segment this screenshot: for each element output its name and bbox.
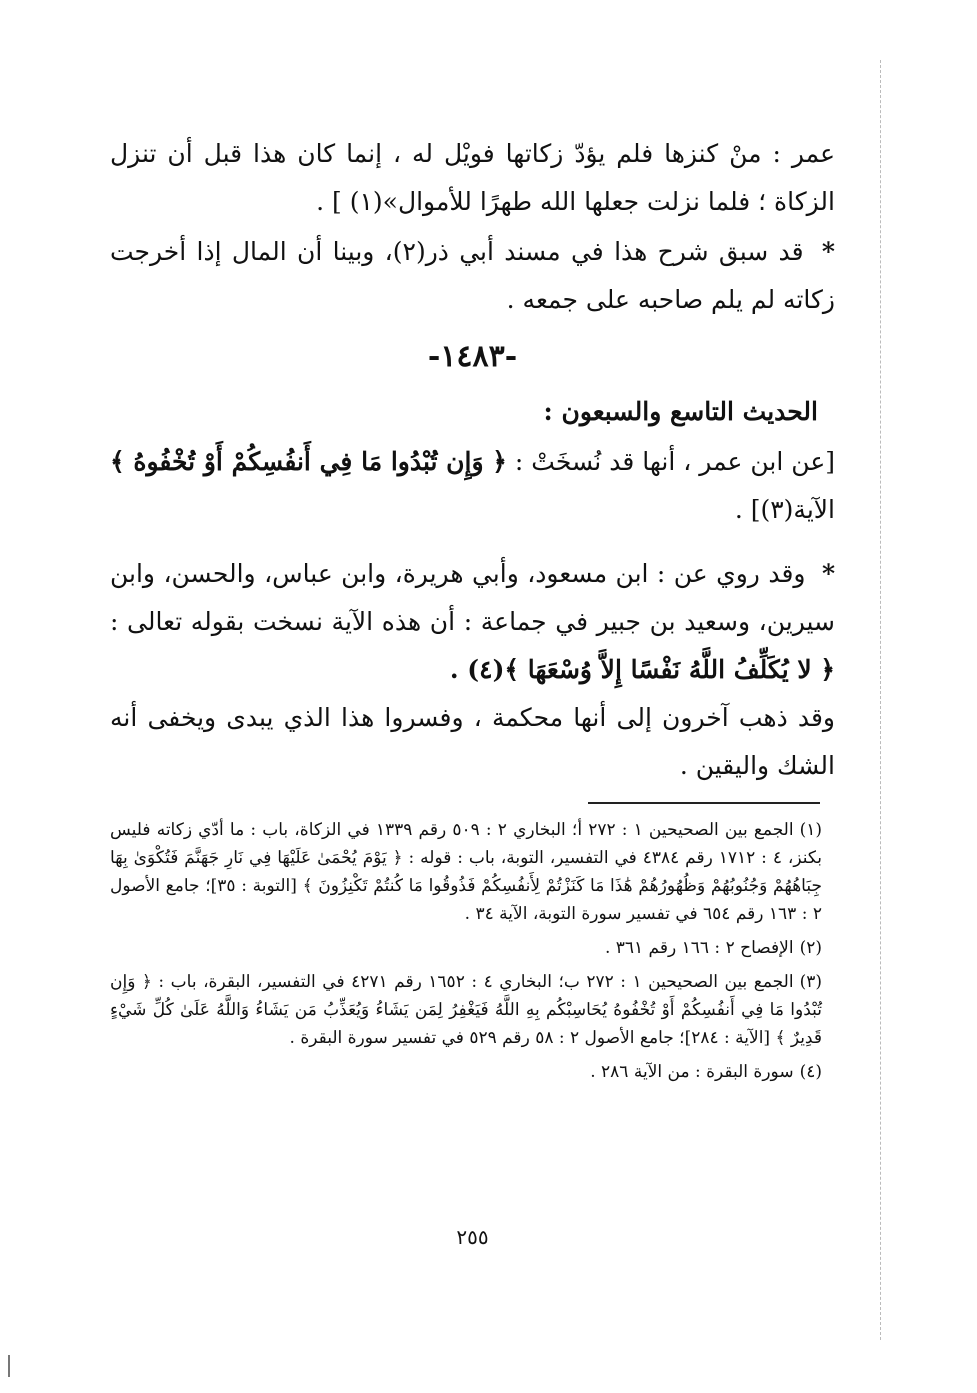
footnote-4 bbox=[110, 1058, 822, 1086]
footnote-number: (٢) bbox=[799, 938, 822, 958]
footnotes bbox=[110, 816, 822, 1092]
footnote-3 bbox=[110, 968, 822, 1052]
footnote-number: (٣) bbox=[799, 972, 822, 992]
commentary-text: وقد روي عن : ابن مسعود، وأبي هريرة، وابن عباس، والحسن، وابن سيرين، وسعيد بن جبير في جماعة : أن هذه الآية نسخت بقوله تعالى : bbox=[110, 559, 835, 636]
quran-verse: ﴿ وَإِن تُبْدُوا مَا فِي أَنفُسِكُمْ أَوْ تُخْفُوهُ ﴾ bbox=[110, 447, 507, 476]
commentary-paragraph-3: وقد ذهب آخرون إلى أنها محكمة ، وفسروا هذا الذي يبدى ويخفى أنه الشك واليقين . bbox=[110, 703, 835, 780]
footnote-number: (٤) bbox=[799, 1062, 822, 1082]
footnote-1 bbox=[110, 816, 822, 928]
commentary-paragraph bbox=[110, 228, 835, 324]
commentary-text: قد سبق شرح هذا في مسند أبي ذر(٢)، وبينا أن المال إذا أخرجت زكاته لم يلم صاحبه على جمعه . bbox=[110, 237, 835, 314]
footnote-number: (١) bbox=[799, 820, 822, 840]
hadith-text bbox=[110, 438, 835, 534]
commentary-paragraph-2 bbox=[110, 550, 835, 694]
footnote-text: سورة البقرة : من الآية ٢٨٦ . bbox=[590, 1062, 794, 1082]
quran-verse: ﴿ لا يُكَلِّفُ اللَّهُ نَفْسًا إِلاَّ وُسْعَهَا ﴾(٤) . bbox=[449, 655, 835, 684]
footnote-text: الجمع بين الصحيحين ١ : ٢٧٢ ب؛ البخاري ٤ : ١٦٥٢ رقم ٤٢٧١ في التفسير، البقرة، باب : ﴿ وَإِن تُبْدُوا مَا فِي أَنفُسِكُمْ أَوْ تُخْفُوهُ يُحَاسِبْكُم بِهِ اللَّهُ فَيَغْفِرُ لِمَن يَشَاءُ وَيُعَذِّبُ مَن يَشَاءُ وَاللَّهُ عَلَىٰ كُلِّ شَيْءٍ قَدِيرٌ ﴾ [الآية : ٢٨٤]؛ جامع الأصول ٢ : ٥٨ رقم ٥٢٩ في تفسير سورة البقرة . bbox=[110, 972, 822, 1048]
section-heading: الحديث التاسع والسبعون : bbox=[543, 397, 818, 426]
hadith-intro: [عن ابن عمر ، أنها قد نُسخَتْ : bbox=[514, 447, 835, 476]
footnote-text: الإفصاح ٢ : ١٦٦ رقم ٣٦١ . bbox=[604, 938, 794, 958]
scan-mark bbox=[8, 1355, 10, 1377]
footnote-text: الجمع بين الصحيحين ١ : ٢٧٢ أ؛ البخاري ٢ : ٥٠٩ رقم ١٣٣٩ في الزكاة، باب : ما أدّي زكاته فليس بكنز، ٤ : ١٧١٢ رقم ٤٣٨٤ في التفسير، التوبة، باب : قوله : ﴿ يَوْمَ يُحْمَىٰ عَلَيْهَا فِي نَارِ جَهَنَّمَ فَتُكْوَىٰ بِهَا جِبَاهُهُمْ وَجُنُوبُهُمْ وَظُهُورُهُمْ هَٰذَا مَا كَنَزْتُمْ لِأَنفُسِكُمْ فَذُوقُوا مَا كُنتُمْ تَكْنِزُونَ ﴾ [التوبة : ٣٥]؛ جامع الأصول ٢ : ١٦٣ رقم ٦٥٤ في تفسير سورة التوبة، الآية ٣٤ . bbox=[110, 820, 822, 924]
page-number: ٢٥٥ bbox=[456, 1225, 489, 1249]
footnote-separator bbox=[588, 802, 820, 804]
footnote-2 bbox=[110, 934, 822, 962]
star-marker: * bbox=[821, 559, 836, 588]
hadith-number: -١٤٨٣- bbox=[427, 339, 518, 374]
hadith-ending: الآية(٣)] . bbox=[734, 495, 835, 524]
star-marker: * bbox=[821, 237, 835, 266]
scan-edge-line bbox=[880, 60, 881, 1340]
paragraph-continued: عمر : منْ كنزها فلم يؤدّ زكاتها فويْل له ، إنما كان هذا قبل أن تنزل الزكاة ؛ فلما نزلت جعلها الله طهرًا للأموال»(١) ] . bbox=[110, 139, 835, 216]
